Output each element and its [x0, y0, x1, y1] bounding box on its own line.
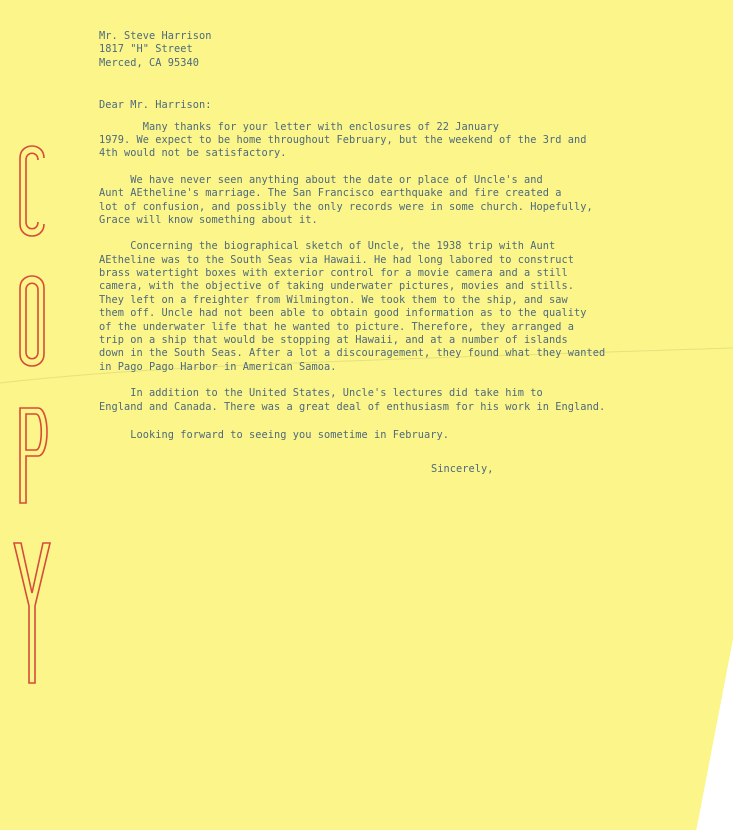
paragraph-line: down in the South Seas. After a lot a discouragement, they found what they wanted [99, 347, 606, 360]
address-line: Merced, CA 95340 [99, 56, 199, 69]
paragraph-line: In addition to the United States, Uncle's lectures did take him to [99, 387, 543, 400]
paragraph-line: 4th would not be satisfactory. [99, 147, 287, 160]
stamp-letter-o [20, 276, 44, 366]
stamp-letter-c [20, 146, 44, 236]
paragraph-line: We have never seen anything about the date or place of Uncle's and [99, 173, 543, 186]
paragraph-line: lot of confusion, and possibly the only records were in some church. Hopefully, [99, 200, 593, 213]
recipient-address [99, 30, 694, 70]
stamp-letter-p [20, 408, 47, 503]
letter-body [99, 30, 694, 477]
address-line: 1817 "H" Street [99, 43, 193, 56]
paragraph-2 [99, 174, 694, 228]
signoff: Sincerely, [431, 463, 494, 476]
paragraph-1 [99, 121, 694, 161]
paragraph-line: them off. Uncle had not been able to obtain good information as to the quality [99, 307, 587, 320]
paragraph-4 [99, 387, 694, 414]
paragraph-line: of the underwater life that he wanted to picture. Therefore, they arranged a [99, 320, 574, 333]
stamp-letter-y [14, 543, 50, 683]
copy-stamp-letters [8, 138, 56, 698]
paragraph-line: Many thanks for your letter with enclosures of 22 January [99, 120, 499, 133]
paragraph-line: camera, with the objective of taking underwater pictures, movies and stills. [99, 280, 574, 293]
paragraph-line: 1979. We expect to be home throughout February, but the weekend of the 3rd and [99, 133, 587, 146]
paragraph-line: England and Canada. There was a great deal of enthusiasm for his work in England. [99, 400, 606, 413]
paragraph-line: AEtheline was to the South Seas via Hawaii. He had long labored to construct [99, 253, 574, 266]
copy-stamp [8, 138, 56, 698]
closing-paragraph: Looking forward to seeing you sometime in February. [99, 428, 449, 441]
paragraph-line: in Pago Pago Harbor in American Samoa. [99, 360, 337, 373]
paragraph-3 [99, 240, 694, 374]
paragraph-line: trip on a ship that would be stopping at Hawaii, and at a number of islands [99, 334, 568, 347]
paragraph-line: Concerning the biographical sketch of Uncle, the 1938 trip with Aunt [99, 240, 556, 253]
paragraph-line: brass watertight boxes with exterior control for a movie camera and a still [99, 267, 568, 280]
paragraph-line: Grace will know something about it. [99, 213, 318, 226]
paragraph-line: Aunt AEtheline's marriage. The San Francisco earthquake and fire created a [99, 187, 562, 200]
salutation: Dear Mr. Harrison: [99, 99, 212, 112]
address-line: Mr. Steve Harrison [99, 30, 212, 42]
paragraph-line: They left on a freighter from Wilmington. We took them to the ship, and saw [99, 293, 568, 306]
